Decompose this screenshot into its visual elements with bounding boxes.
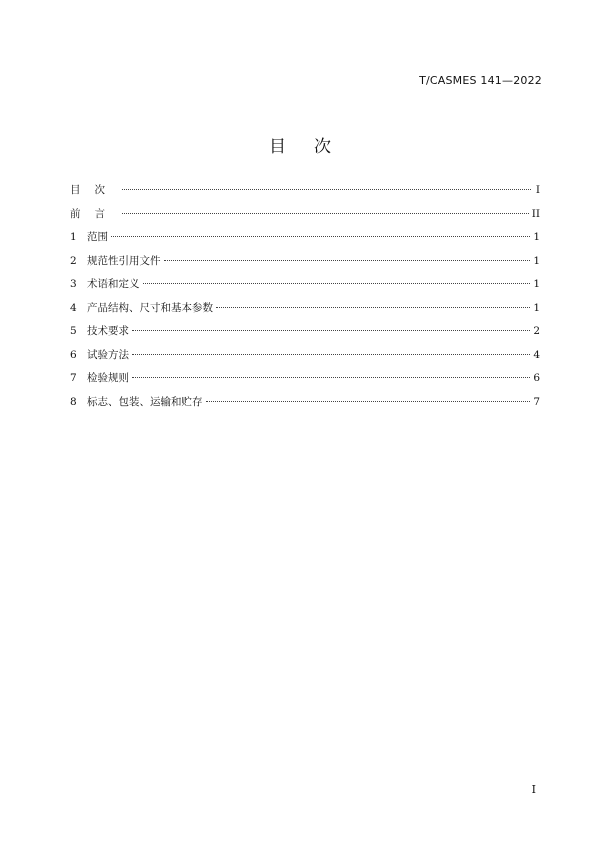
toc-entry-title: 试验方法 xyxy=(87,348,129,361)
toc-entry-title: 范围 xyxy=(87,231,108,243)
toc-entry-number: 7 xyxy=(70,372,77,384)
toc-entry-page: 1 xyxy=(533,301,540,314)
toc-entry-normative-references[interactable] xyxy=(70,253,540,277)
toc-entry-structure-parameters[interactable] xyxy=(70,300,540,324)
toc-entry-scope[interactable] xyxy=(70,229,540,253)
toc-entry-terms-definitions[interactable] xyxy=(70,276,540,300)
toc-entry-page: II xyxy=(531,207,540,220)
toc-entry-marking-packaging[interactable] xyxy=(70,394,540,418)
toc-entry-inspection-rules[interactable] xyxy=(70,370,540,394)
toc-entry-title: 前言 xyxy=(70,207,119,220)
toc-entry-title: 产品结构、尺寸和基本参数 xyxy=(87,301,213,314)
toc-entry-technical-requirements[interactable] xyxy=(70,323,540,347)
toc-entry-contents[interactable] xyxy=(70,182,540,206)
page-number: I xyxy=(531,783,536,796)
toc-entry-title: 技术要求 xyxy=(87,325,129,337)
toc-entry-number: 1 xyxy=(70,231,77,243)
toc-entry-title: 目次 xyxy=(70,184,119,196)
toc-dot-leader xyxy=(143,283,531,284)
toc-dot-leader xyxy=(122,213,529,214)
toc-dot-leader xyxy=(132,330,530,331)
toc-entry-number: 3 xyxy=(70,278,77,290)
table-of-contents xyxy=(70,182,540,417)
toc-entry-number: 6 xyxy=(70,348,77,361)
page-title: 目次 xyxy=(269,137,359,157)
toc-entry-page: 7 xyxy=(533,395,540,408)
toc-entry-number: 4 xyxy=(70,301,77,314)
toc-dot-leader xyxy=(206,401,531,402)
toc-entry-number: 2 xyxy=(70,254,77,267)
toc-entry-title: 术语和定义 xyxy=(87,278,140,290)
toc-entry-page: 2 xyxy=(533,325,540,337)
toc-entry-page: I xyxy=(535,184,540,196)
toc-dot-leader xyxy=(164,260,531,261)
toc-entry-page: 1 xyxy=(533,278,540,290)
toc-entry-test-methods[interactable] xyxy=(70,347,540,371)
toc-dot-leader xyxy=(132,354,530,355)
toc-entry-title: 检验规则 xyxy=(87,372,129,384)
toc-dot-leader xyxy=(111,236,530,237)
toc-entry-title: 标志、包装、运输和贮存 xyxy=(87,395,203,408)
toc-entry-number: 8 xyxy=(70,395,77,408)
toc-entry-title: 规范性引用文件 xyxy=(87,254,161,267)
toc-entry-page: 1 xyxy=(533,231,540,243)
toc-entry-page: 4 xyxy=(533,348,540,361)
toc-entry-number: 5 xyxy=(70,325,77,337)
toc-dot-leader xyxy=(132,377,530,378)
toc-dot-leader xyxy=(216,307,530,308)
toc-entry-page: 1 xyxy=(533,254,540,267)
toc-entry-foreword[interactable] xyxy=(70,206,540,230)
toc-dot-leader xyxy=(122,189,531,190)
toc-entry-page: 6 xyxy=(533,372,540,384)
document-code: T/CASMES 141—2022 xyxy=(419,74,542,87)
